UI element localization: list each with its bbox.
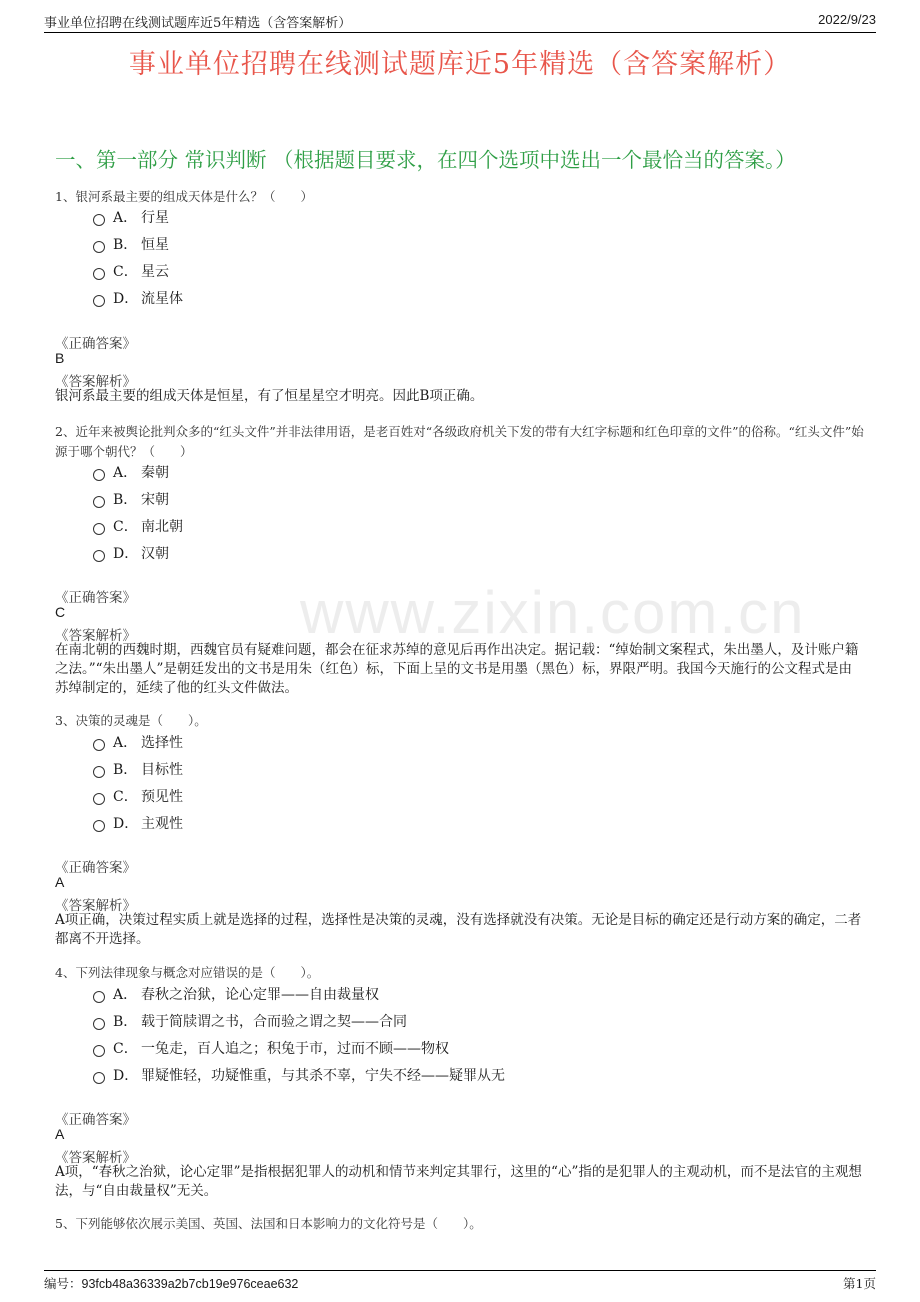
question-2-option-d[interactable]: D． 汉朝 [93,544,169,564]
question-1-analysis: 银河系最主要的组成天体是恒星，有了恒星星空才明亮。因此B项正确。 [55,388,484,404]
answer-label: 《正确答案》 [55,1112,136,1128]
question-1-option-b[interactable]: B． 恒星 [93,235,169,255]
analysis-label: 《答案解析》 [55,1150,136,1166]
radio-icon[interactable] [93,496,105,508]
question-4-answer: A [55,1126,65,1142]
analysis-label: 《答案解析》 [55,628,136,644]
question-1-option-c[interactable]: C． 星云 [93,262,169,282]
radio-icon[interactable] [93,550,105,562]
radio-icon[interactable] [93,469,105,481]
watermark: www.zixin.com.cn [300,579,806,646]
radio-icon[interactable] [93,1018,105,1030]
radio-icon[interactable] [93,295,105,307]
section-heading: 一、第一部分 常识判断 （根据题目要求，在四个选项中选出一个最恰当的答案。） [55,148,796,172]
page-footer [44,1270,876,1291]
question-2-option-a[interactable]: A． 秦朝 [93,463,169,483]
question-3-option-d[interactable]: D． 主观性 [93,814,183,834]
question-3-answer: A [55,874,65,890]
question-1-option-a[interactable]: A． 行星 [93,208,169,228]
page-header [44,12,876,33]
radio-icon[interactable] [93,214,105,226]
analysis-label: 《答案解析》 [55,898,136,914]
analysis-label: 《答案解析》 [55,374,136,390]
question-2-analysis: 在南北朝的西魏时期，西魏官员有疑难问题，都会在征求苏绰的意见后再作出决定。据记载：“绰始制文案程式，朱出墨人，及计账户籍之法。”“朱出墨人”是朝廷发出的文书是用朱（红色）标，下面上呈的文书是用墨（黑色）标，界限严明。我国今天施行的公文程式是由苏绰制定的，延续了他的红头文件做法。 [55,642,859,696]
question-4-analysis: A项，“春秋之治狱，论心定罪”是指根据犯罪人的动机和情节来判定其罪行，这里的“心”指的是犯罪人的主观动机，而不是法官的主观想法，与“自由裁量权”无关。 [55,1164,862,1199]
header-date: 2022/9/23 [818,12,876,27]
question-4-option-c[interactable]: C． 一兔走，百人追之；积兔于市，过而不顾——物权 [93,1039,449,1059]
question-1-text: 1、银河系最主要的组成天体是什么？（ ） [55,189,313,204]
question-2-answer: C [55,604,66,620]
answer-label: 《正确答案》 [55,590,136,606]
question-3-option-b[interactable]: B． 目标性 [93,760,183,780]
radio-icon[interactable] [93,793,105,805]
question-4-option-b[interactable]: B． 载于简牍谓之书，合而验之谓之契——合同 [93,1012,407,1032]
question-2-option-b[interactable]: B． 宋朝 [93,490,169,510]
answer-label: 《正确答案》 [55,860,136,876]
answer-label: 《正确答案》 [55,336,136,352]
document-title: 事业单位招聘在线测试题库近5年精选（含答案解析） [128,49,792,80]
question-4-option-d[interactable]: D． 罪疑惟轻，功疑惟重，与其杀不辜，宁失不经——疑罪从无 [93,1066,505,1086]
radio-icon[interactable] [93,1045,105,1057]
footer-page-number: 第1页 [843,1276,876,1291]
radio-icon[interactable] [93,991,105,1003]
footer-doc-id: 编号：93fcb48a36339a2b7cb19e976ceae632 [44,1277,299,1291]
radio-icon[interactable] [93,241,105,253]
question-2-option-c[interactable]: C． 南北朝 [93,517,183,537]
question-5-text: 5、下列能够依次展示美国、英国、法国和日本影响力的文化符号是（ ）。 [55,1216,482,1231]
radio-icon[interactable] [93,739,105,751]
radio-icon[interactable] [93,766,105,778]
question-3-option-a[interactable]: A． 选择性 [93,733,183,753]
question-4-text: 4、下列法律现象与概念对应错误的是（ ）。 [55,965,320,980]
question-1-option-d[interactable]: D． 流星体 [93,289,183,309]
radio-icon[interactable] [93,1072,105,1084]
question-4-option-a[interactable]: A． 春秋之治狱，论心定罪——自由裁量权 [93,985,379,1005]
question-2-text: 2、近年来被舆论批判众多的“红头文件”并非法律用语，是老百姓对“各级政府机关下发的带有大红字标题和红色印章的文件”的俗称。“红头文件”始源于哪个朝代？（ ） [55,424,864,459]
radio-icon[interactable] [93,523,105,535]
header-doc-title: 事业单位招聘在线测试题库近5年精选（含答案解析） [44,16,352,31]
question-1-answer: B [55,350,65,366]
radio-icon[interactable] [93,820,105,832]
question-3-option-c[interactable]: C． 预见性 [93,787,183,807]
radio-icon[interactable] [93,268,105,280]
question-3-text: 3、决策的灵魂是（ ）。 [55,713,207,728]
question-3-analysis: A项正确，决策过程实质上就是选择的过程，选择性是决策的灵魂，没有选择就没有决策。无论是目标的确定还是行动方案的确定，二者都离不开选择。 [55,912,862,947]
